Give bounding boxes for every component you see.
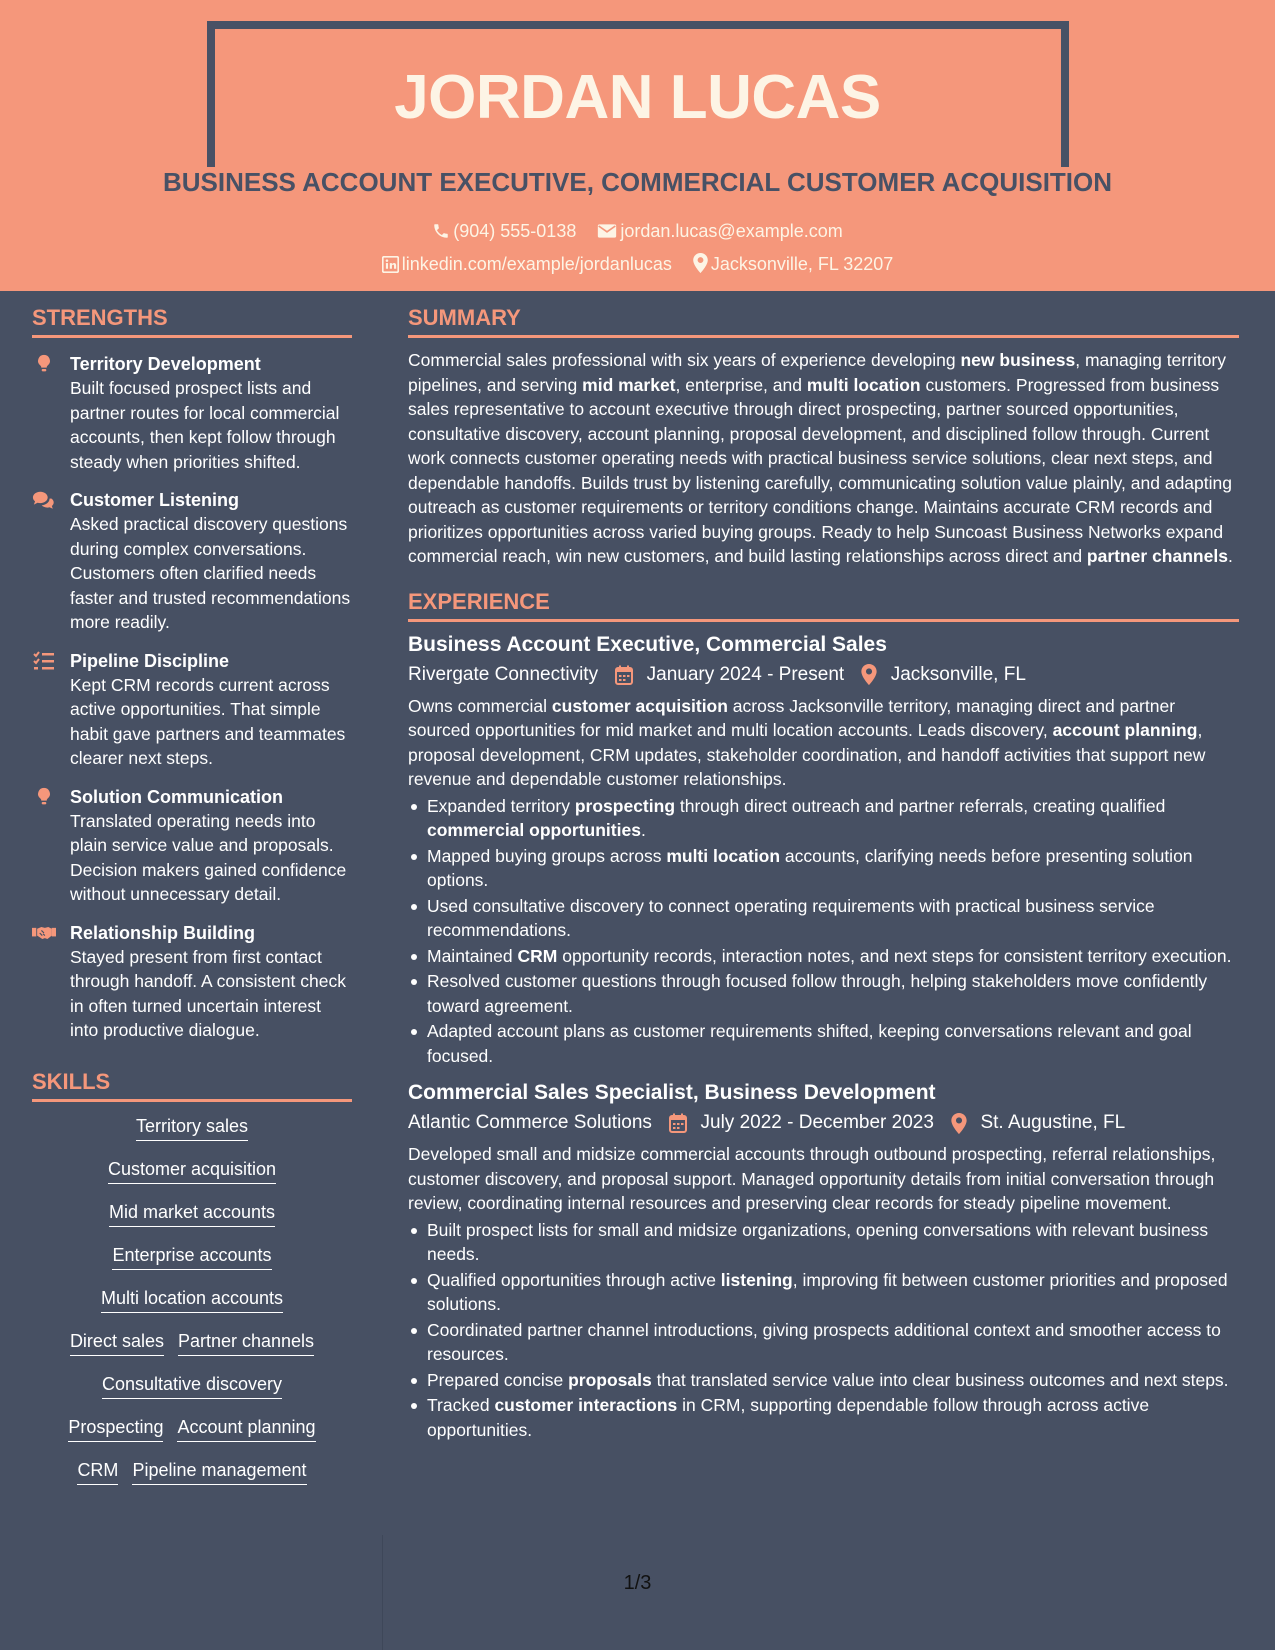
job-description: Developed small and midsize commercial accounts through outbound prospecting, referral relationships, customer discovery, and proposal support. Managed opportunity details from initial conversation through review, coordinating internal resources and preserving clear records for steady pipeline movement. [408,1144,1216,1214]
lightbulb-icon [32,353,56,375]
job-bullets [408,1218,1239,1443]
candidate-name: JORDAN LUCAS [394,63,881,132]
strength-item [32,649,352,771]
summary-heading: SUMMARY [408,305,1239,338]
skill-row [32,1374,352,1399]
strength-text: Built focused prospect lists and partner routes for local commercial accounts, then kept follow through steady when priorities shifted. [70,378,340,472]
job-title: Business Account Executive, Commercial Sales [408,632,887,656]
strength-item [32,488,352,635]
bullet-item: Maintained CRM opportunity records, interaction notes, and next steps for consistent territory execution. [408,944,1239,969]
summary-text: Commercial sales professional with six years of experience developing new business, managing territory pipelines, and serving mid market, enterprise, and multi location customers. Progressed from business sales representative to account executive through direct prospecting, partner sourced opportunities, consultative discovery, account planning, proposal development, and disciplined follow through. Current work connects customer operating needs with practical business service solutions, clear next steps, and dependable handoffs. Builds trust by listening carefully, communicating solution value plainly, and adapting outreach as customer requirements or territory conditions change. Maintains accurate CRM records and prioritizes opportunities across varied buying groups. Ready to help Suncoast Business Networks expand commercial reach, win new customers, and build lasting relationships across direct and partner channels. [408,350,1233,566]
strength-item [32,785,352,907]
skill-row [32,1159,352,1184]
bullet-item: Expanded territory prospecting through direct outreach and partner referrals, creating qualified commercial opportunities. [408,794,1239,843]
email-text: jordan.lucas@example.com [620,221,843,241]
skill-row [32,1331,352,1356]
job-bullets [408,794,1239,1069]
bullet-item: Adapted account plans as customer requirements shifted, keeping conversations relevant and goal focused. [408,1019,1239,1068]
contact-location [693,253,893,275]
strength-title: Solution Communication [70,786,283,807]
strength-text: Kept CRM records current across active opportunities. That simple habit gave partners and teammates clearer next steps. [70,674,346,768]
strength-text: Translated operating needs into plain service value and proposals. Decision makers gained confidence without unnecessary detail. [70,810,347,904]
location-text: Jacksonville, FL 32207 [710,254,894,274]
contact-email[interactable] [597,221,842,242]
bullet-item: Mapped buying groups across multi location accounts, clarifying needs before presenting solution options. [408,844,1239,893]
bullet-item: Coordinated partner channel introductions, giving prospects additional context and smoother access to resources. [408,1318,1239,1367]
calendar-icon [669,1113,687,1133]
linkedin-text: linkedin.com/example/jordanlucas [401,254,672,274]
strength-title: Relationship Building [70,922,255,943]
skill-tag: Mid market accounts [109,1202,275,1227]
main-column [408,305,1239,1443]
calendar-icon [615,665,633,685]
strength-text: Asked practical discovery questions during complex conversations. Customers often clarified needs faster and trusted recommendations more readily. [70,514,351,632]
job-meta [408,660,1239,690]
strength-title: Customer Listening [70,490,240,510]
contact-row-2 [0,253,1275,275]
skill-tag: Partner channels [178,1331,314,1356]
skill-tag: Account planning [177,1417,315,1442]
map-pin-icon [861,664,877,685]
skill-row [32,1288,352,1313]
contact-phone[interactable] [432,221,576,242]
job-location: Jacksonville, FL [890,663,1026,685]
sidebar [32,305,352,1503]
skill-tag: CRM [77,1460,118,1485]
strength-title: Territory Development [70,354,261,374]
skill-tag: Territory sales [136,1116,248,1141]
linkedin-icon [382,256,399,273]
map-pin-icon [951,1113,967,1134]
strength-title: Pipeline Discipline [70,650,230,671]
skill-row [32,1460,352,1485]
handshake-icon [32,922,56,944]
skill-row [32,1116,352,1141]
phone-icon [432,222,450,240]
bullet-item: Built prospect lists for small and midsize organizations, opening conversations with relevant business needs. [408,1218,1239,1267]
job-dates: July 2022 - December 2023 [700,1112,934,1134]
strengths-heading: STRENGTHS [32,305,352,338]
skill-tag: Pipeline management [132,1460,306,1485]
bullet-item: Qualified opportunities through active listening, improving fit between customer priorities and proposed solutions. [408,1268,1239,1317]
skill-tag: Prospecting [68,1417,163,1442]
strength-item [32,921,352,1043]
skill-tag: Consultative discovery [102,1374,282,1399]
checklist-icon [32,650,56,672]
strength-item [32,352,352,474]
chat-bubbles-icon [32,489,56,511]
envelope-icon [597,222,617,240]
company-name: Rivergate Connectivity [408,663,599,685]
map-pin-icon [693,253,708,273]
strength-text: Stayed present from first contact through handoff. A consistent check in often turned uncertain interest into productive dialogue. [70,946,346,1040]
page-number: 1/3 [623,1572,652,1594]
job-location: St. Augustine, FL [980,1112,1126,1134]
phone-text: (904) 555-0138 [453,221,577,241]
company-name: Atlantic Commerce Solutions [408,1112,652,1134]
skill-tag: Enterprise accounts [112,1245,271,1270]
skill-row [32,1245,352,1270]
skill-row [32,1417,352,1442]
bullet-item: Resolved customer questions through focused follow through, helping stakeholders move confidently toward agreement. [408,969,1239,1018]
job-description: Owns commercial customer acquisition across Jacksonville territory, managing direct and partner sourced opportunities for mid market and multi location accounts. Leads discovery, account planning, proposal development, CRM updates, stakeholder coordination, and handoff activities that support new revenue and dependable customer relationships. [408,695,1206,790]
contact-row-1 [0,221,1275,242]
contact-linkedin[interactable] [382,254,672,275]
bullet-item: Used consultative discovery to connect operating requirements with practical business service recommendations. [408,894,1239,943]
resume-header [0,0,1275,291]
experience-heading: EXPERIENCE [408,589,1239,622]
job-meta [408,1108,1239,1138]
skill-row [32,1202,352,1227]
skill-tag: Multi location accounts [101,1288,283,1313]
job-title: Commercial Sales Specialist, Business Development [408,1081,936,1105]
job-entry [408,630,1239,1069]
skill-tag: Customer acquisition [108,1159,276,1184]
skill-tag: Direct sales [70,1331,164,1356]
bullet-item: Prepared concise proposals that translated service value into clear business outcomes and next steps. [408,1368,1239,1393]
skills-list [32,1116,352,1485]
job-title-headline: BUSINESS ACCOUNT EXECUTIVE, COMMERCIAL CUSTOMER ACQUISITION [162,167,1113,197]
skills-heading: SKILLS [32,1069,352,1102]
bullet-item: Tracked customer interactions in CRM, supporting dependable follow through across active opportunities. [408,1393,1239,1442]
job-dates: January 2024 - Present [646,663,845,685]
job-entry [408,1078,1239,1442]
lightbulb-icon [32,786,56,808]
